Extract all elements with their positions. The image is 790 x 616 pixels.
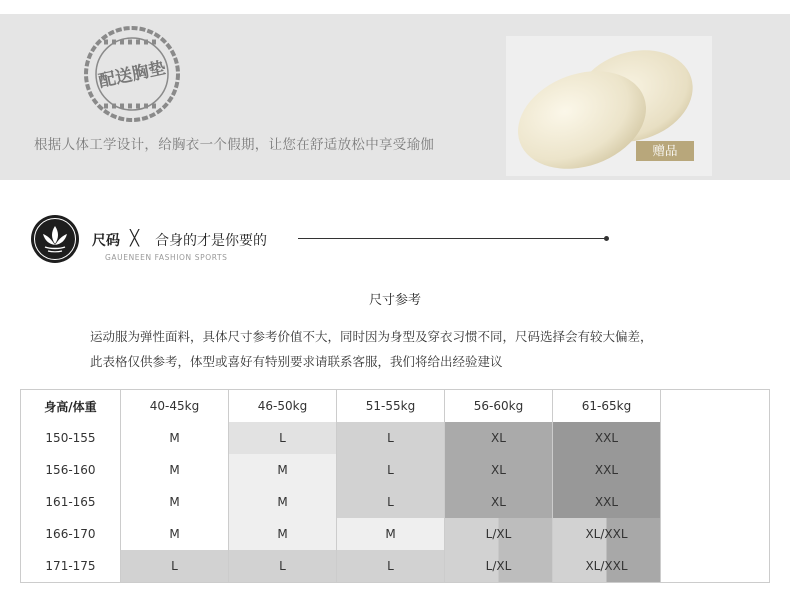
size-cell xyxy=(661,550,769,582)
size-cell: M xyxy=(229,518,337,550)
size-cell: L/XL xyxy=(445,550,553,582)
size-cell xyxy=(661,486,769,518)
table-row xyxy=(21,486,769,518)
size-cell: XL/XXL xyxy=(553,550,661,582)
size-cell: M xyxy=(229,454,337,486)
size-cell: M xyxy=(229,486,337,518)
description-line-2: 此表格仅供参考，体型或喜好有特别要求请联系客服，我们将给出经验建议 xyxy=(90,354,503,369)
size-cell: XXL xyxy=(553,422,661,454)
height-range-cell: 171-175 xyxy=(21,550,121,582)
header-weight-range: 56-60kg xyxy=(445,390,553,422)
header-weight-range: 40-45kg xyxy=(121,390,229,422)
size-cell: XL xyxy=(445,486,553,518)
size-cell: XXL xyxy=(553,454,661,486)
size-cell: M xyxy=(121,518,229,550)
size-cell: L xyxy=(337,422,445,454)
header-weight-range: 51-55kg xyxy=(337,390,445,422)
header-weight-range: 61-65kg xyxy=(553,390,661,422)
table-header-row xyxy=(21,390,769,422)
size-cell: XL xyxy=(445,422,553,454)
size-cell: L xyxy=(337,486,445,518)
size-cell xyxy=(661,422,769,454)
table-row xyxy=(21,422,769,454)
size-cell: L xyxy=(337,550,445,582)
size-cell: M xyxy=(337,518,445,550)
size-cell: L/XL xyxy=(445,518,553,550)
header-weight-range: 46-50kg xyxy=(229,390,337,422)
size-cell: L xyxy=(337,454,445,486)
height-range-cell: 150-155 xyxy=(21,422,121,454)
table-row xyxy=(21,454,769,486)
header-height-weight: 身高/体重 xyxy=(21,390,121,422)
size-cell: L xyxy=(229,422,337,454)
size-reference-title: 尺寸参考 xyxy=(368,293,421,308)
header-weight-range xyxy=(661,390,769,422)
title-separator-icon: ╳ xyxy=(130,229,140,247)
size-cell: XL/XXL xyxy=(553,518,661,550)
size-cell: M xyxy=(121,422,229,454)
brand-logo-icon xyxy=(30,214,80,264)
size-cell: XXL xyxy=(553,486,661,518)
description-line-1: 运动服为弹性面料，具体尺寸参考价值不大，同时因为身型及穿衣习惯不同，尺码选择会有较大偏差， xyxy=(90,329,653,344)
section-title-slogan: 合身的才是你要的 xyxy=(155,233,267,249)
height-range-cell: 156-160 xyxy=(21,454,121,486)
brand-subtitle: GAUENEEN FASHION SPORTS xyxy=(105,253,228,262)
height-range-cell: 166-170 xyxy=(21,518,121,550)
banner-slogan: 根据人体工学设计，给胸衣一个假期，让您在舒适放松中享受瑜伽 xyxy=(34,137,435,153)
size-cell xyxy=(661,454,769,486)
title-divider-dot xyxy=(604,236,609,241)
gift-banner xyxy=(0,14,790,180)
stamp-text: 配送胸垫 xyxy=(96,58,168,92)
size-table xyxy=(20,389,770,583)
table-row xyxy=(21,518,769,550)
gift-badge: 赠品 xyxy=(636,141,694,161)
height-range-cell: 161-165 xyxy=(21,486,121,518)
stamp-logo xyxy=(78,20,186,128)
size-cell: M xyxy=(121,486,229,518)
size-cell: L xyxy=(121,550,229,582)
size-cell xyxy=(661,518,769,550)
section-title-size: 尺码 xyxy=(92,233,120,249)
table-row xyxy=(21,550,769,582)
size-cell: XL xyxy=(445,454,553,486)
size-cell: L xyxy=(229,550,337,582)
title-divider-line xyxy=(298,238,606,239)
size-cell: M xyxy=(121,454,229,486)
